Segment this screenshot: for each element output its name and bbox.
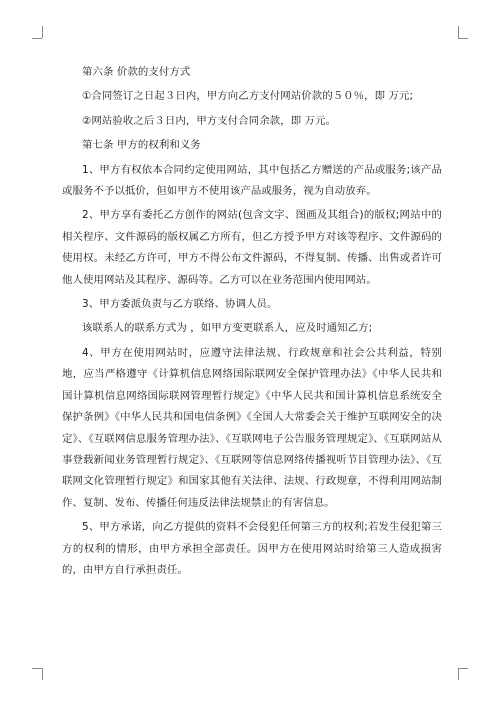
crop-mark-top-left-v	[42, 26, 43, 38]
obligation-paragraph-2: 2、甲方享有委托乙方创作的网站(包含文字、图画及其组合)的版权;网站中的相关程序、文件源码的版权属乙方所有，但乙方授予甲方对该等程序、文件源码的使用权。未经乙方许可，甲方不得公布文件源码，不得复制、传播、出售或者许可他人使用网站及其程序、源码等。乙方可以在业务范围内使用网站。	[62, 209, 442, 286]
payment-clause-2: ②网站验收之后３日内，甲方支付合同余款，即 万元。	[82, 114, 337, 127]
crop-mark-top-left-h	[32, 38, 42, 39]
crop-mark-bottom-right-v	[458, 668, 459, 680]
crop-mark-top-right-h	[458, 38, 468, 39]
crop-mark-top-right-v	[458, 26, 459, 38]
crop-mark-bottom-right-h	[458, 668, 468, 669]
obligation-paragraph-5: 5、甲方承诺，向乙方提供的资料不会侵犯任何第三方的权利;若发生侵犯第三方的权利的情形，由甲方承担全部责任。因甲方在使用网站时给第三人造成损害的，由甲方自行承担责任。	[62, 521, 442, 576]
contact-info-line: 该联系人的联系方式为 ，如甲方变更联系人，应及时通知乙方;	[82, 322, 373, 335]
crop-mark-bottom-left-h	[32, 668, 42, 669]
document-body	[62, 62, 442, 581]
section-heading-article-7: 第七条 甲方的权利和义务	[82, 139, 201, 152]
obligation-paragraph-3: 3、甲方委派负责与乙方联络、协调人员。	[82, 298, 278, 311]
obligation-paragraph-1: 1、甲方有权依本合同约定使用网站，其中包括乙方赠送的产品或服务;该产品或服务不予以抵价，但如甲方不使用该产品或服务，视为自动放弃。	[62, 163, 442, 198]
obligation-paragraph-4: 4、甲方在使用网站时，应遵守法律法规、行政规章和社会公共利益，特别地，应当严格遵守《计算机信息网络国际联网安全保护管理办法》《中华人民共和国计算机信息网络国际联网管理暂行规定》《中华人民共和国计算机信息系统安全保护条例》《中华人民共和国电信条例》《全国人大常委会关于维护互联网安全的决定》、《互联网信息服务管理办法》、《互联网电子公告服务管理规定》、《互联网站从事登载新闻业务管理暂行规定》、《互联网等信息网络传播视听节目管理办法》、《互联网文化管理暂行规定》和国家其他有关法律、法规、行政规章，不得利用网站制作、复制、发布、传播任何违反法律法规禁止的有害信息。	[62, 346, 442, 509]
section-heading-article-6: 第六条 价款的支付方式	[82, 66, 191, 78]
payment-clause-1: ①合同签订之日起３日内，甲方向乙方支付网站价款的５０％，即 万元;	[82, 90, 414, 103]
crop-mark-bottom-left-v	[42, 668, 43, 680]
